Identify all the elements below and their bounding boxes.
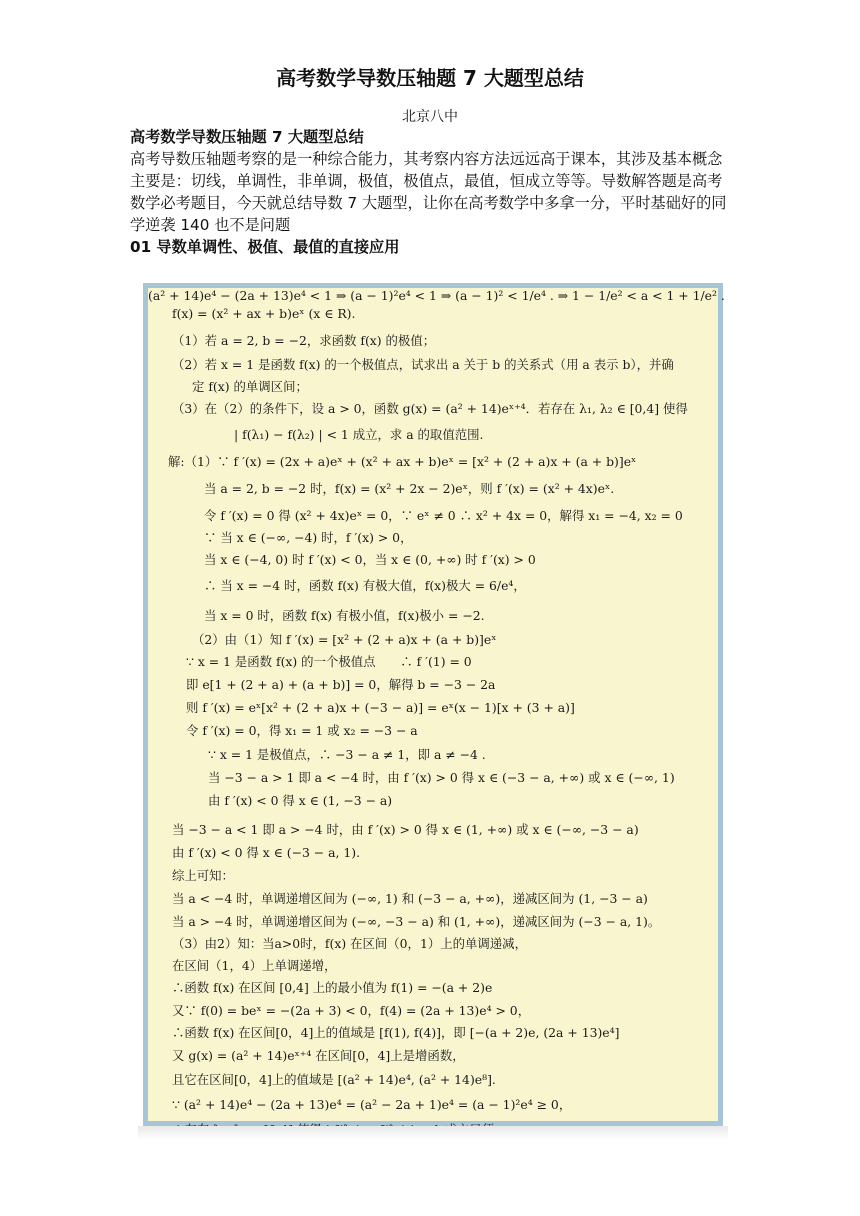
problem-line: ∵ x = 1 是函数 f(x) 的一个极值点 ∴ f ′(1) = 0 [186,654,472,669]
document-title: 高考数学导数压轴题 7 大题型总结 [276,66,584,90]
problem-line: （3）在（2）的条件下，设 a > 0，函数 g(x) = (a² + 14)eˣ⁺⁴．若存在 λ₁, λ₂ ∈ [0,4] 使得 [172,401,688,416]
problem-line: 即 e[1 + (2 + a) + (a + b)] = 0，解得 b = −3 − 2a [186,677,496,692]
problem-line: 解:（1）∵ f ′(x) = (2x + a)eˣ + (x² + ax + b)eˣ = [x² + (2 + a)x + (a + b)]eˣ [168,454,637,469]
problem-line: 令 f ′(x) = 0 得 (x² + 4x)eˣ = 0，∵ eˣ ≠ 0 ∴ x² + 4x = 0，解得 x₁ = −4, x₂ = 0 [204,508,683,523]
problem-line: 定 f(x) 的单调区间； [192,379,308,394]
problem-line: (a² + 14)e⁴ − (2a + 13)e⁴ < 1 ⇒ (a − 1)²e⁴ < 1 ⇒ (a − 1)² < 1/e⁴ . ⇒ 1 − 1/e² < a < 1 + 1/e² . [148,288,725,303]
problem-line: 当 x = 0 时，函数 f(x) 有极小值，f(x)极小 = −2. [204,608,485,623]
problem-line: ∴函数 f(x) 在区间 [0,4] 上的最小值为 f(1) = −(a + 2)e [172,980,493,995]
problem-line: 则 f ′(x) = eˣ[x² + (2 + a)x + (−3 − a)] = eˣ(x − 1)[x + (3 + a)] [186,700,575,715]
problem-line: ∵ x = 1 是极值点，∴ −3 − a ≠ 1，即 a ≠ −4 . [208,747,486,762]
problem-line: （3）由2）知：当a>0时，f(x) 在区间（0，1）上的单调递减， [172,936,527,951]
problem-line: ∴函数 f(x) 在区间[0，4]上的值域是 [f(1), f(4)]，即 [−(a + 2)e, (2a + 13)e⁴] [172,1025,620,1040]
problem-line: （2）若 x = 1 是函数 f(x) 的一个极值点，试求出 a 关于 b 的关系式（用 a 表示 b），并确 [172,357,674,372]
problem-line: 当 x ∈ (−4, 0) 时 f ′(x) < 0，当 x ∈ (0, +∞) 时 f ′(x) > 0 [204,552,536,567]
problem-line: （2）由（1）知 f ′(x) = [x² + (2 + a)x + (a + b)]eˣ [192,632,497,647]
problem-line: 且它在区间[0，4]上的值域是 [(a² + 14)e⁴, (a² + 14)e⁸]. [172,1072,496,1087]
problem-line: （1）若 a = 2, b = −2，求函数 f(x) 的极值； [172,333,436,348]
problem-line: 由 f ′(x) < 0 得 x ∈ (1, −3 − a) [208,793,393,808]
problem-line: 综上可知： [172,868,234,883]
problem-line: 当 a > −4 时，单调递增区间为 (−∞, −3 − a) 和 (1, +∞)，递减区间为 (−3 − a, 1)。 [172,914,661,929]
problem-line: 当 −3 − a < 1 即 a > −4 时，由 f ′(x) > 0 得 x ∈ (1, +∞) 或 x ∈ (−∞, −3 − a) [172,822,639,837]
problem-line: ∵ (a² + 14)e⁴ − (2a + 13)e⁴ = (a² − 2a + 1)e⁴ = (a − 1)²e⁴ ≥ 0， [172,1097,572,1112]
problem-line: 当 −3 − a > 1 即 a < −4 时，由 f ′(x) > 0 得 x ∈ (−3 − a, +∞) 或 x ∈ (−∞, 1) [208,770,675,785]
problem-line: 当 a = 2, b = −2 时，f(x) = (x² + 2x − 2)eˣ，则 f ′(x) = (x² + 4x)eˣ. [204,481,615,496]
problem-line: 又∵ f(0) = beˣ = −(2a + 3) < 0，f(4) = (2a + 13)e⁴ > 0， [172,1003,531,1018]
problem-line: 在区间（1，4）上单调递增， [172,958,337,973]
problem-line: 令 f ′(x) = 0，得 x₁ = 1 或 x₂ = −3 − a [186,723,418,738]
problem-line: 当 a < −4 时，单调递增区间为 (−∞, 1) 和 (−3 − a, +∞)，递减区间为 (1, −3 − a) [172,891,648,906]
scan-shadow [138,1126,728,1140]
section-heading: 01 导数单调性、极值、最值的直接应用 [130,238,400,256]
problem-line: 又 g(x) = (a² + 14)eˣ⁺⁴ 在区间[0，4]上是增函数， [172,1048,465,1063]
intro-block [130,126,735,258]
author-line: 北京八中 [402,109,458,125]
intro-heading: 高考数学导数压轴题 7 大题型总结 [130,128,364,146]
intro-paragraph: 高考导数压轴题考察的是一种综合能力，其考察内容方法远远高于课本，其涉及基本概念主要是：切线，单调性，非单调，极值，极值点，最值，恒成立等等。导数解答题是高考数学必考题目，今天就总结导数 7 大题型，让你在高考数学中多拿一分，平时基础好的同学逆袭 140 也不是问题 [130,150,727,234]
problem-line: | f(λ₁) − f(λ₂) | < 1 成立，求 a 的取值范围. [234,427,484,442]
problem-line: f(x) = (x² + ax + b)eˣ (x ∈ R). [172,306,356,321]
problem-line: 由 f ′(x) < 0 得 x ∈ (−3 − a, 1). [172,845,361,860]
problem-line: ∵ 当 x ∈ (−∞, −4) 时，f ′(x) > 0， [204,530,413,545]
problem-line: ∴ 当 x = −4 时，函数 f(x) 有极大值，f(x)极大 = 6/e⁴， [204,578,526,593]
problem-scan-image [143,283,723,1126]
